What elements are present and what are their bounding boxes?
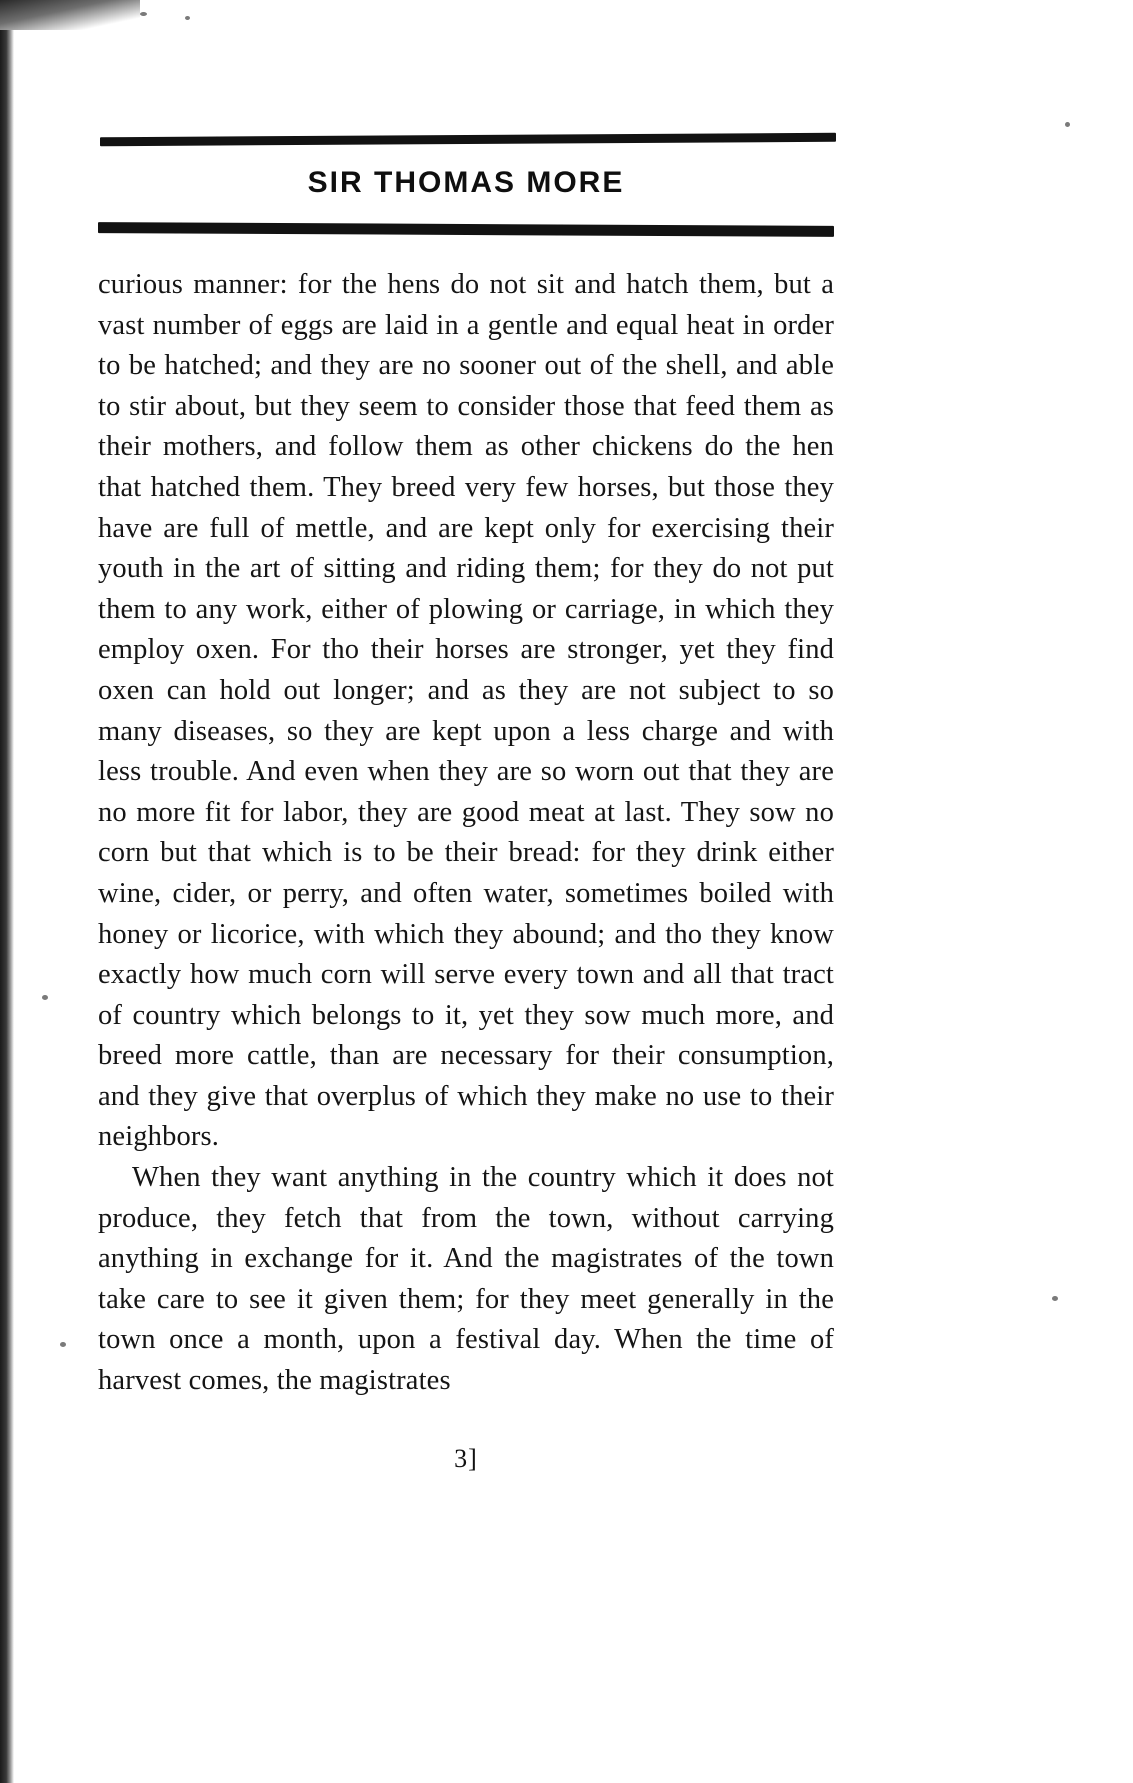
scan-speck [60, 1342, 66, 1347]
page-number: 3] [454, 1443, 478, 1473]
paragraph: curious manner: for the hens do not sit and hatch them, but a vast number of eggs are laid in a gentle and equal heat in order to be hatched; and they are no sooner out of the shell, and able to stir about, but they seem to consider those that feed them as their mothers, and follow them as other chickens do the hen that hatched them. They breed very few horses, but those they have are full of mettle, and are kept only for exercising their youth in the art of sitting and riding them; for they do not put them to any work, either of plowing or carriage, in which they employ oxen. For tho their horses are stronger, yet they find oxen can hold out longer; and as they are not subject to so many diseases, so they are kept upon a less charge and with less trouble. And even when they are so worn out that they are no more fit for labor, they are good meat at last. They sow no corn but that which is to be their bread: for they drink either wine, cider, or perry, and often water, sometimes boiled with honey or licorice, with which they abound; and tho they know exactly how much corn will serve every town and all that tract of country which belongs to it, yet they sow much more, and breed more cattle, than are necessary for their consumption, and they give that overplus of which they make no use to their neighbors. [98, 269, 834, 1153]
scan-speck [1065, 122, 1070, 127]
body-text [98, 265, 834, 1402]
scan-speck [1052, 1296, 1058, 1301]
document-page [98, 0, 938, 1783]
paragraph: When they want anything in the country which it does not produce, they fetch that from the town, without carrying anything in exchange for it. And the magistrates of the town take care to see it given them; for they meet generally in the town once a month, upon a festival day. When the time of harvest comes, the magistrates [98, 1162, 834, 1397]
scan-edge-left [0, 0, 14, 1783]
page-title: SIR THOMAS MORE [307, 166, 625, 199]
scan-speck [42, 995, 48, 1000]
header-rule-bottom [98, 222, 834, 237]
